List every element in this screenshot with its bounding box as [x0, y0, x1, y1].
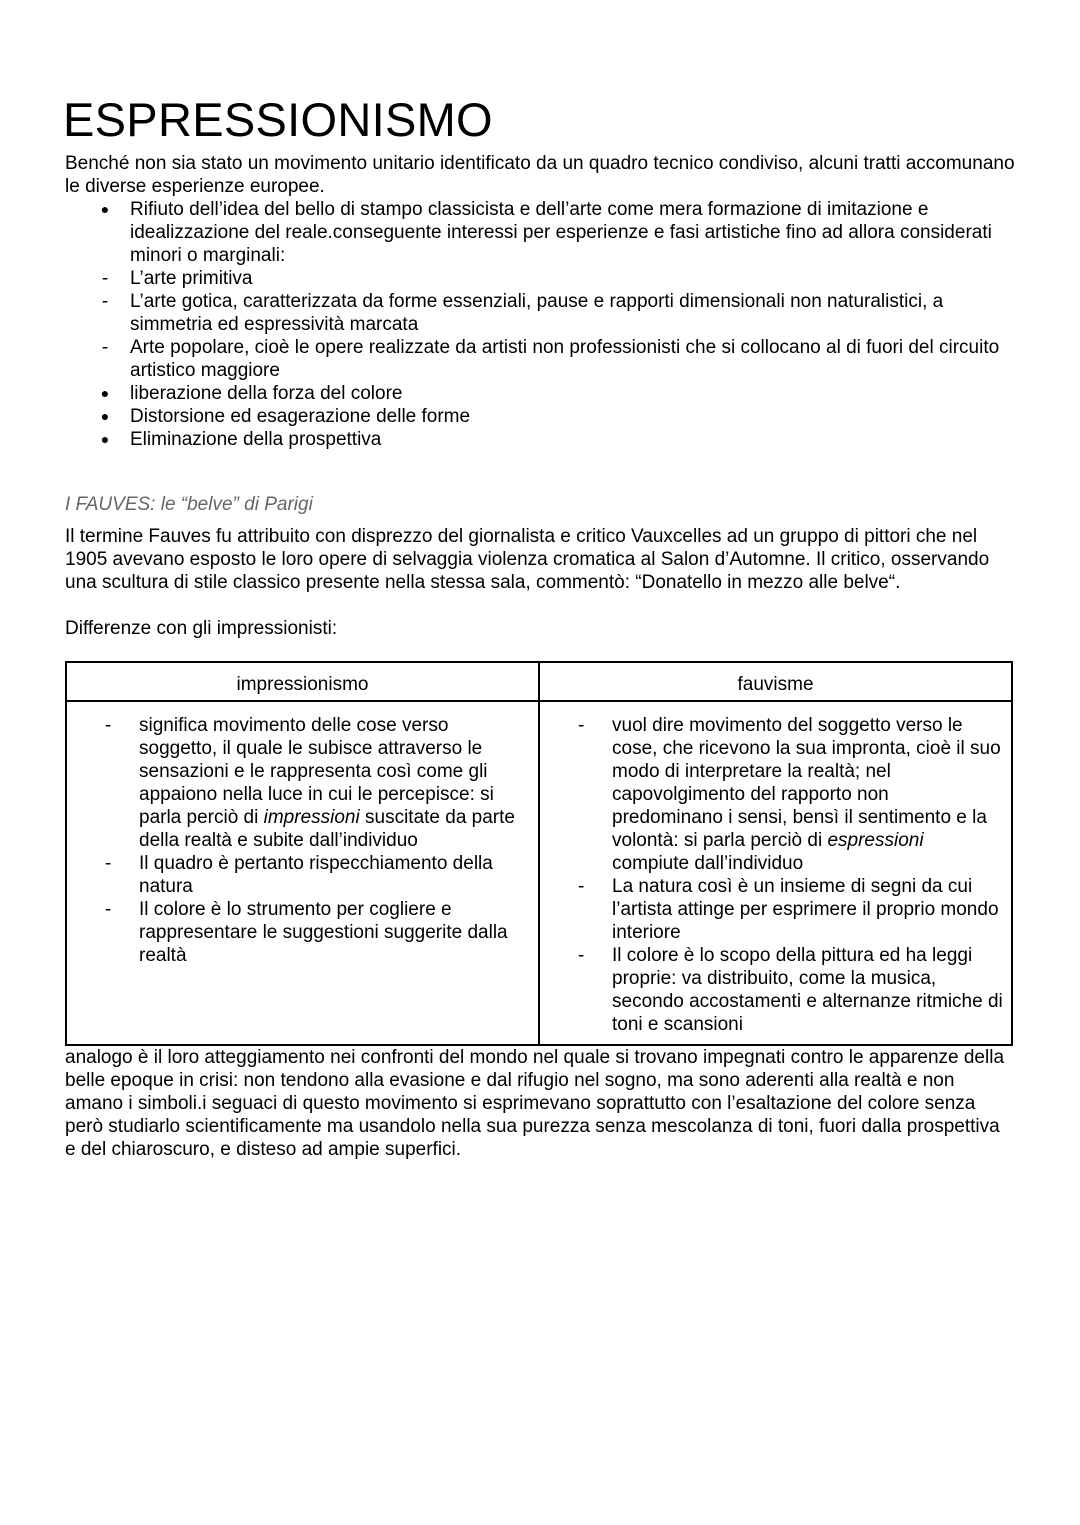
list-item — [65, 405, 1025, 428]
comparison-table — [65, 661, 1013, 1046]
list-item — [540, 944, 1003, 1036]
table-header-row — [66, 662, 1012, 701]
list-item-text: Arte popolare, cioè le opere realizzate da artisti non professionisti che si collocano al di fuori del circuito artistico maggiore — [130, 337, 1000, 381]
column-header-fauvisme: fauvisme — [539, 662, 1012, 701]
list-item — [67, 898, 530, 967]
dash-marker: - — [578, 715, 585, 736]
cell-text: significa movimento delle cose verso soggetto, il quale le subisce attraverso le sensazioni e le rappresenta così come gli appaiono nella luce in cui le percepisce: si parla perciò di — [139, 715, 494, 828]
list-item — [65, 290, 1025, 336]
fauvisme-cell — [539, 701, 1012, 1045]
list-item — [540, 714, 1003, 875]
emphasis-text: espressioni — [827, 830, 924, 851]
emphasis-text: impressioni — [263, 807, 360, 828]
dash-marker: - — [105, 853, 112, 874]
page-title: ESPRESSIONISMO — [63, 93, 493, 146]
differences-label: Differenze con gli impressionisti: — [65, 618, 338, 639]
dash-marker: - — [101, 337, 109, 358]
fauves-paragraph: Il termine Fauves fu attribuito con disprezzo del giornalista e critico Vauxcelles ad un gruppo di pittori che nel 1905 avevano esposto le loro opere di selvaggia violenza cromatica al Salon d’Automne. Il critico, osservando una scultura di stile classico presente nella stessa sala, commentò: “Donatello in mezzo alle belve“. — [65, 526, 990, 593]
traits-list — [65, 198, 1025, 451]
bullet-icon: ● — [100, 431, 110, 447]
list-item-text: Eliminazione della prospettiva — [130, 429, 382, 450]
list-item — [65, 382, 1025, 405]
bullet-icon: ● — [100, 408, 110, 424]
cell-text: suscitate da parte della realtà e subite dall’individuo — [139, 807, 515, 851]
list-item-text: Distorsione ed esagerazione delle forme — [130, 406, 471, 427]
dash-marker: - — [101, 291, 109, 312]
cell-text: compiute dall’individuo — [612, 853, 804, 874]
list-item — [67, 852, 530, 898]
dash-marker: - — [105, 715, 112, 736]
section-subheading: I FAUVES: le “belve” di Parigi — [65, 494, 313, 515]
list-item — [65, 336, 1025, 382]
list-item — [67, 714, 530, 852]
cell-text: vuol dire movimento del soggetto verso le cose, che ricevono la sua impronta, cioè il suo modo di interpretare la realtà; nel capovolgimento del rapporto non predominano i sensi, bensì il sentimento e la volontà: si parla perciò di — [612, 715, 1001, 851]
cell-text: Il colore è lo scopo della pittura ed ha leggi proprie: va distribuito, come la musica, secondo accostamenti e alternanze ritmiche di toni e scansioni — [612, 945, 1003, 1035]
dash-marker: - — [101, 268, 109, 289]
impressionismo-cell — [66, 701, 539, 1045]
dash-marker: - — [578, 876, 585, 897]
table-row — [66, 701, 1012, 1045]
list-item — [65, 198, 1025, 267]
intro-paragraph: Benché non sia stato un movimento unitario identificato da un quadro tecnico condiviso, alcuni tratti accomunano le diverse esperienze europee. — [65, 153, 1015, 197]
list-item-text: Rifiuto dell’idea del bello di stampo classicista e dell’arte come mera formazione di imitazione e idealizzazione del reale.conseguente interessi per esperienze e fasi artistiche fino ad allora considerati minori o marginali: — [130, 199, 992, 266]
list-item-text: L’arte gotica, caratterizzata da forme essenziali, pause e rapporti dimensionali non naturalistici, a simmetria ed espressività marcata — [130, 291, 944, 335]
list-item-text: liberazione della forza del colore — [130, 383, 403, 404]
list-item-text: L’arte primitiva — [130, 268, 253, 289]
cell-text: Il quadro è pertanto rispecchiamento della natura — [139, 853, 493, 897]
bullet-icon: ● — [100, 201, 110, 217]
list-item — [65, 428, 1025, 451]
dash-marker: - — [105, 899, 112, 920]
closing-paragraph: analogo è il loro atteggiamento nei confronti del mondo nel quale si trovano impegnati contro le apparenze della belle epoque in crisi: non tendono alla evasione e dal rifugio nel sogno, ma sono aderenti alla realtà e non amano i simboli.i seguaci di questo movimento si esprimevano soprattutto con l’esaltazione del colore senza però studiarlo scientificamente ma usandolo nella sua purezza senza mescolanza di toni, fuori dalla prospettiva e del chiaroscuro, e disteso ad ampie superfici. — [65, 1047, 1005, 1160]
column-header-impressionismo: impressionismo — [66, 662, 539, 701]
cell-text: La natura così è un insieme di segni da cui l’artista attinge per esprimere il proprio mondo interiore — [612, 876, 999, 943]
list-item — [540, 875, 1003, 944]
cell-text: Il colore è lo strumento per cogliere e rappresentare le suggestioni suggerite dalla realtà — [139, 899, 508, 966]
bullet-icon: ● — [100, 385, 110, 401]
dash-marker: - — [578, 945, 585, 966]
list-item — [65, 267, 1025, 290]
